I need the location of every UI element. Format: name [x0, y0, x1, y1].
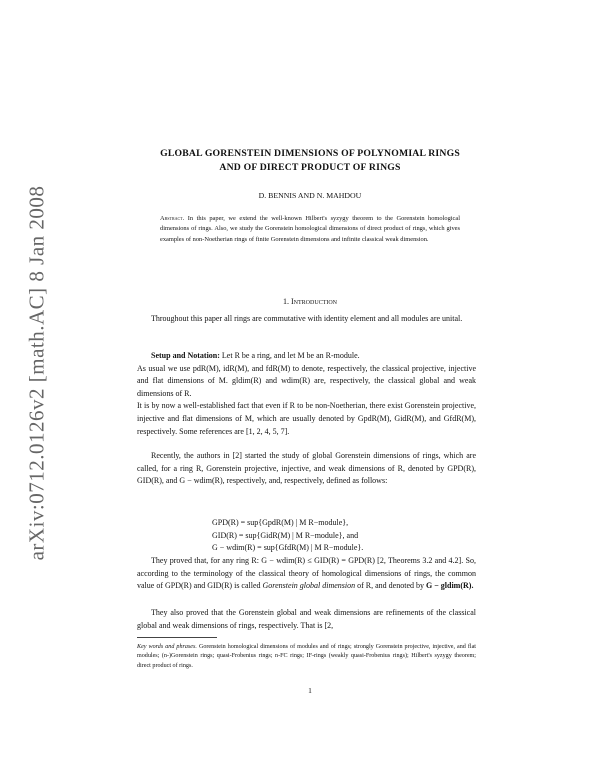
abstract-text: In this paper, we extend the well-known Hilbert's syzygy theorem to the Gorenstein homological dimensions of rings. Also, we study the Gorenstein homological dimensions of direct product of rings, which gives examples of non-Noetherian rings of finite Gorenstein dimensions and infinite classical weak dimension. — [160, 215, 460, 243]
authors: D. BENNIS AND N. MAHDOU — [258, 191, 362, 200]
keywords-label: Key words and phrases. — [137, 644, 197, 650]
title-line-1: GLOBAL GORENSTEIN DIMENSIONS OF POLYNOMIAL RINGS — [160, 148, 460, 159]
arxiv-identifier: arXiv:0712.0126v2 [math.AC] 8 Jan 2008 — [24, 185, 49, 560]
paper-title — [100, 147, 520, 175]
paragraph-notation: As usual we use pdR(M), idR(M), and fdR(M) to denote, respectively, the classical projective, injective and flat dimensions of M. gldim(R) and wdim(R) are, respectively, the classical global and weak dimensions of R. — [137, 363, 476, 398]
paragraph-setup — [137, 350, 476, 438]
definitions-equations — [212, 517, 412, 555]
page-number: 1 — [308, 686, 312, 695]
abstract-label: Abstract. — [160, 215, 185, 222]
footnote-divider — [137, 637, 217, 638]
keywords-text: Gorenstein homological dimensions of modules and of rings; strongly Gorenstein projective, injective, and flat modules; (n-)Gorenstein rings; quasi-Frobenius rings; n-FC rings; IF-rings (weakly quasi-Frobenius rings); Hilbert's syzygy theorem; direct product of rings. — [137, 644, 476, 669]
paragraph-recently: Recently, the authors in [2] started the study of global Gorenstein dimensions of rings, which are called, for a ring R, Gorenstein projective, injective, and weak dimensions of R, denoted by GPD(R), GID(R), and G − wdim(R), respectively, and, respectively, defined as follows: — [137, 451, 476, 486]
they-proved-text-b: of R, and denoted by — [357, 581, 424, 591]
paragraph-gorenstein-fact: It is by now a well-established fact that even if R to be non-Noetherian, there exist Gorenstein projective, injective and flat dimensions of M, which are usually denoted by GpdR(M), GidR(M), and GfdR(M), respectively. Some references are [1, 2, 4, 5, 7]. — [137, 401, 476, 436]
abstract — [160, 214, 460, 245]
they-proved-italic: Gorenstein global dimension — [262, 581, 356, 591]
they-proved-text-a: They proved that, for any ring R: G − wdim(R) ≤ GID(R) = GPD(R) [2, Theorems 3.2 and 4.2]. So, according to the terminology of the classical theory of homological dimensions of rings, the common value of GPD(R) and GID(R) is called — [137, 556, 476, 591]
they-proved-bold: G − gldim(R). — [426, 581, 474, 591]
paragraph-they-proved — [137, 555, 476, 593]
equation-gpd: GPD(R) = sup{GpdR(M) | M R−module}, — [212, 518, 349, 527]
paragraph-intro: Throughout this paper all rings are commutative with identity element and all modules are unital. — [151, 314, 463, 323]
equation-gwdim: G − wdim(R) = sup{GfdR(M) | M R−module}. — [212, 543, 364, 553]
paragraph-refinements: They also proved that the Gorenstein global and weak dimensions are refinements of the classical global and weak dimensions of rings, respectively. That is [2, — [137, 608, 476, 630]
arxiv-sidebar-stamp — [22, 185, 52, 560]
setup-label: Setup and Notation: — [151, 351, 220, 360]
equation-gid: GID(R) = sup{GidR(M) | M R−module}, and — [212, 530, 359, 540]
title-line-2: AND OF DIRECT PRODUCT OF RINGS — [219, 162, 401, 173]
setup-text: Let R be a ring, and let M be an R-module. — [221, 351, 360, 360]
footnote-keywords — [137, 643, 476, 671]
section-heading-introduction: 1. Introduction — [283, 297, 337, 306]
